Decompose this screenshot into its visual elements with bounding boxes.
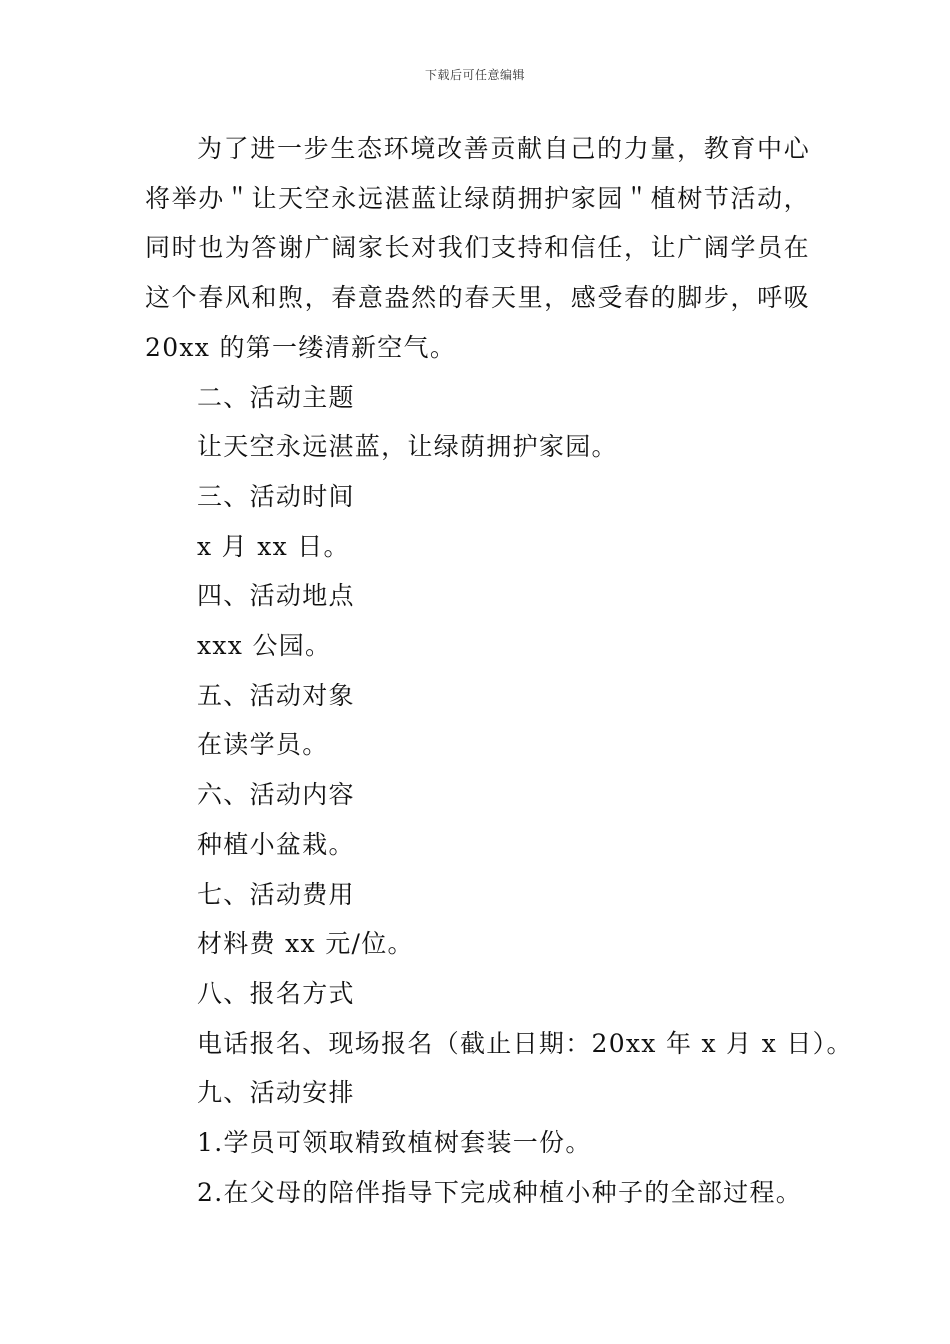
intro-paragraph: 为了进一步生态环境改善贡献自己的力量，教育中心将举办＂让天空永远湛蓝让绿荫拥护家园＂植树节活动，同时也为答谢广阔家长对我们支持和信任，让广阔学员在这个春风和煦，春意盎然的春天里，感受春的脚步，呼吸 20xx 的第一缕清新空气。 (145, 134, 810, 362)
section-text-theme: 让天空永远湛蓝，让绿荫拥护家园。 (197, 432, 618, 462)
section-heading-registration: 八、报名方式 (197, 978, 355, 1008)
section-text-fee: 材料费 xx 元/位。 (197, 929, 414, 959)
arrangement-item-1: 1.学员可领取精致植树套装一份。 (197, 1128, 592, 1158)
section-text-time: x 月 xx 日。 (197, 531, 350, 561)
section-text-audience: 在读学员。 (197, 730, 329, 760)
section-heading-fee: 七、活动费用 (197, 879, 355, 909)
section-heading-content: 六、活动内容 (197, 780, 355, 810)
section-heading-arrangement: 九、活动安排 (197, 1078, 355, 1108)
document-body (145, 124, 853, 1217)
section-text-content: 种植小盆栽。 (197, 829, 355, 859)
section-heading-theme: 二、活动主题 (197, 382, 355, 412)
section-text-registration: 电话报名、现场报名（截止日期：20xx 年 x 月 x 日）。 (197, 1028, 853, 1058)
page-header-note: 下载后可任意编辑 (424, 68, 525, 82)
arrangement-item-2: 2.在父母的陪伴指导下完成种植小种子的全部过程。 (197, 1177, 803, 1207)
section-text-location: xxx 公园。 (197, 631, 332, 661)
section-heading-audience: 五、活动对象 (197, 680, 355, 710)
section-heading-location: 四、活动地点 (197, 581, 355, 611)
section-heading-time: 三、活动时间 (197, 481, 355, 511)
